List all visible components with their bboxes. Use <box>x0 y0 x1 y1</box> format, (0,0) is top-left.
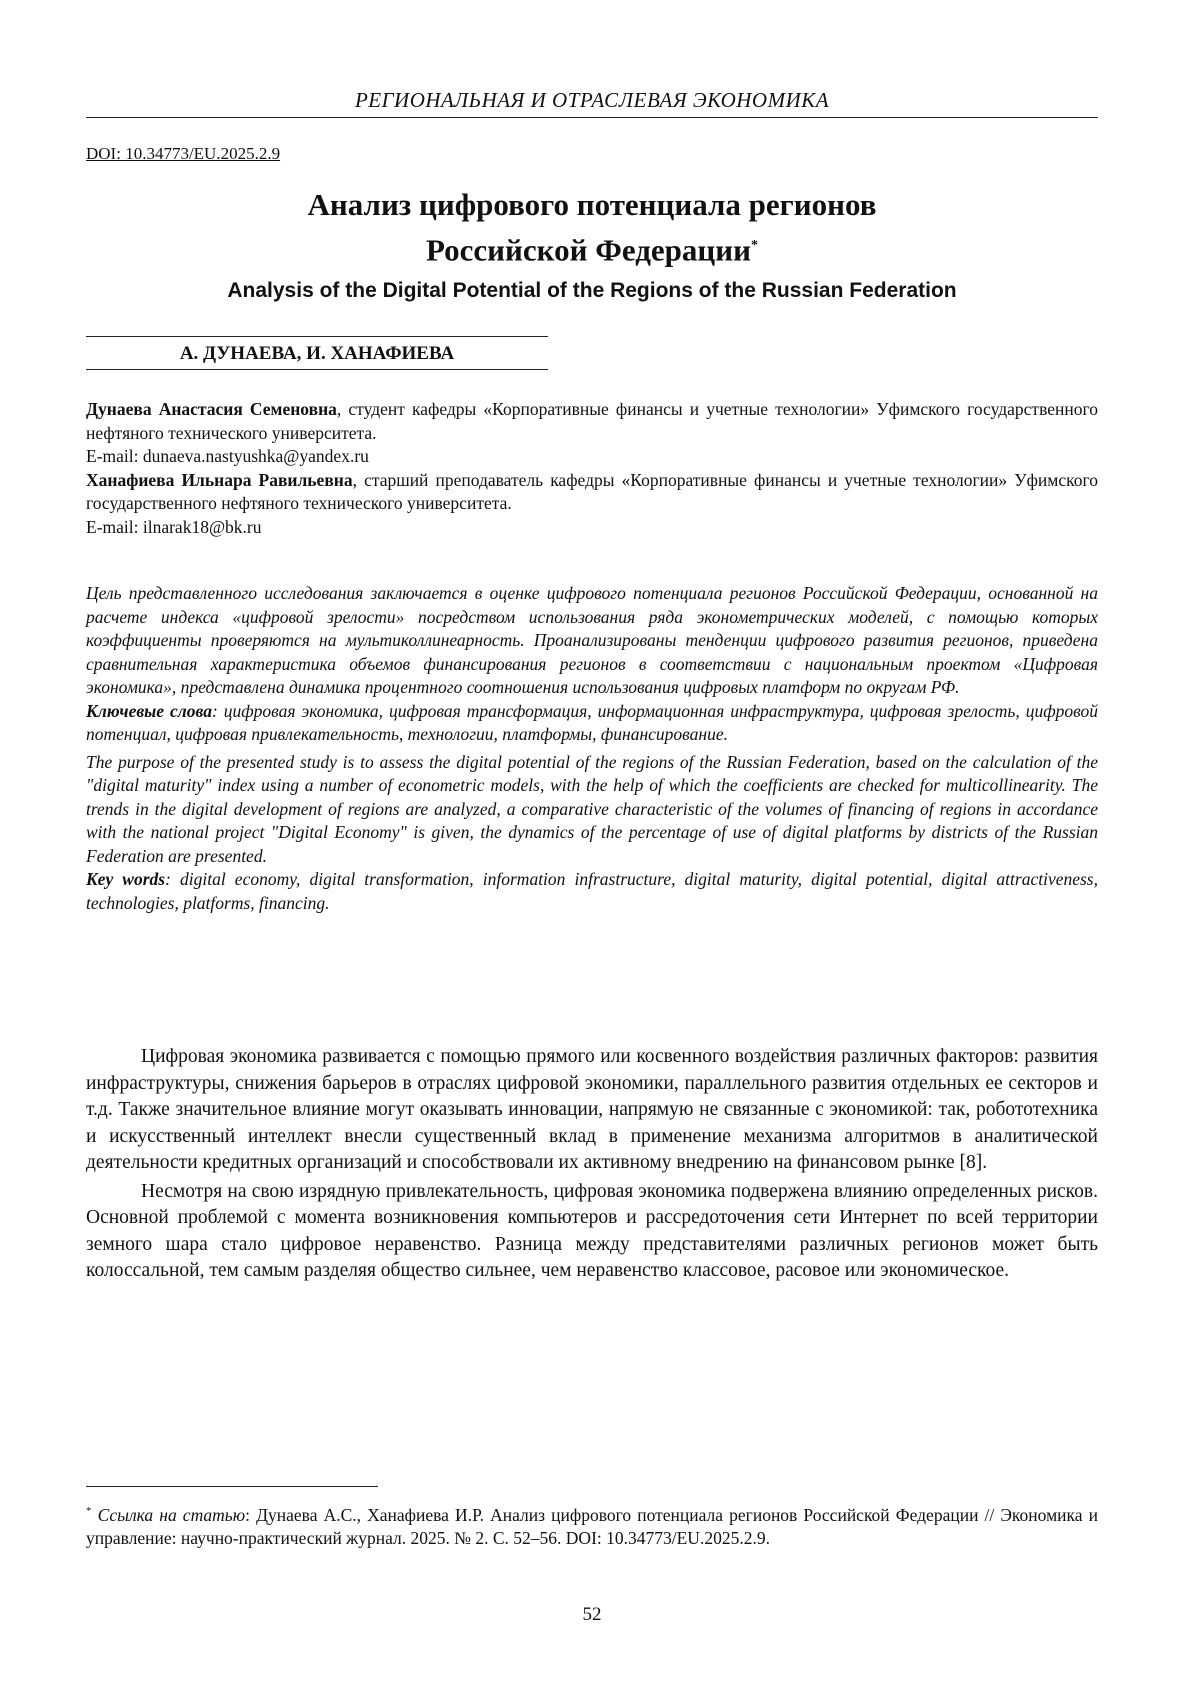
keywords-en-text: : digital economy, digital transformation, information infrastructure, digital maturity, digital potential, digital attractiveness, technologies, platforms, financing. <box>86 869 1098 913</box>
title-ru-line2 <box>86 225 1098 270</box>
author-description: , старший преподаватель кафедры «Корпоративные финансы и учетные технологии» Уфимского государственного нефтяного технического университета. <box>86 470 1098 514</box>
author-email[interactable]: E-mail: dunaeva.nastyushka@yandex.ru <box>86 445 1098 469</box>
footnote-text: : Дунаева А.С., Ханафиева И.Р. Анализ цифрового потенциала регионов Российской Федерации // Экономика и управление: научно-практический журнал. 2025. № 2. С. 52–56. DOI: 10.34773/EU.2025.2.9. <box>86 1505 1098 1549</box>
affiliation-1 <box>86 398 1098 445</box>
abstract-block <box>86 582 1098 915</box>
keywords-ru <box>86 700 1098 747</box>
title-footnote-marker[interactable]: * <box>751 238 758 253</box>
article-title-en: Analysis of the Digital Potential of the Regions of the Russian Federation <box>86 279 1098 303</box>
author-email[interactable]: E-mail: ilnarak18@bk.ru <box>86 516 1098 540</box>
footnote-marker: * <box>86 1505 92 1517</box>
article-title-ru <box>86 184 1098 270</box>
footnote <box>86 1500 1098 1551</box>
abstract-en: The purpose of the presented study is to assess the digital potential of the regions of the Russian Federation, based on the calculation of the "digital maturity" index using a number of econometric models, with the help of which the coefficients are checked for multicollinearity. The trends in the digital development of regions are analyzed, a comparative characteristic of the volumes of financing of regions in accordance with the national project "Digital Economy" is given, the dynamics of the percentage of use of digital platforms by districts of the Russian Federation are presented. <box>86 751 1098 869</box>
author-affiliations <box>86 398 1098 539</box>
page-number: 52 <box>86 1604 1098 1626</box>
title-ru-line1: Анализ цифрового потенциала регионов <box>86 184 1098 225</box>
body-paragraph: Несмотря на свою изрядную привлекательность, цифровая экономика подвержена влиянию определенных рисков. Основной проблемой с момента возникновения компьютеров и рассредоточения сети Интернет по всей территории земного шара стало цифровое неравенство. Разница между представителями различных регионов может быть колоссальной, тем самым разделяя общество сильнее, чем неравенство классовое, расовое или экономическое. <box>86 1179 1098 1285</box>
authors-top-rule <box>86 336 548 337</box>
footnote-rule <box>86 1486 378 1487</box>
keywords-en <box>86 868 1098 915</box>
author-name: Ханафиева Ильнара Равильевна <box>86 470 353 490</box>
running-head: РЕГИОНАЛЬНАЯ И ОТРАСЛЕВАЯ ЭКОНОМИКА <box>86 88 1098 118</box>
keywords-ru-label: Ключевые слова <box>86 701 212 721</box>
authors-line: А. ДУНАЕВА, И. ХАНАФИЕВА <box>86 343 548 370</box>
author-name: Дунаева Анастасия Семеновна <box>86 399 337 419</box>
keywords-ru-text: : цифровая экономика, цифровая трансформация, информационная инфраструктура, цифровая зрелость, цифровой потенциал, цифровая привлекательность, технологии, платформы, финансирование. <box>86 701 1098 745</box>
article-body <box>86 1044 1098 1287</box>
title-ru-line2-text: Российской Федерации <box>426 232 751 267</box>
body-paragraph: Цифровая экономика развивается с помощью прямого или косвенного воздействия различных факторов: развития инфраструктуры, снижения барьеров в отраслях цифровой экономики, параллельного развития отдельных ее секторов и т.д. Также значительное влияние могут оказывать инновации, напрямую не связанные с экономикой: так, робототехника и искусственный интеллект внесли существенный вклад в применение механизма алгоритмов в аналитической деятельности кредитных организаций и способствовали их активному внедрению на финансовом рынке [8]. <box>86 1044 1098 1177</box>
abstract-ru: Цель представленного исследования заключается в оценке цифрового потенциала регионов Российской Федерации, основанной на расчете индекса «цифровой зрелости» посредством использования ряда эконометрических моделей, с помощью которых коэффициенты проверяются на мультиколлинеарность. Проанализированы тенденции цифрового развития регионов, приведена сравнительная характеристика объемов финансирования регионов в соответствии с национальным проектом «Цифровая экономика», представлена динамика процентного соотношения использования цифровых платформ по округам РФ. <box>86 582 1098 700</box>
doi-link[interactable]: DOI: 10.34773/EU.2025.2.9 <box>86 144 280 164</box>
author-description: , студент кафедры «Корпоративные финансы и учетные технологии» Уфимского государственного нефтяного технического университета. <box>86 399 1098 443</box>
affiliation-2 <box>86 469 1098 516</box>
footnote-label: Ссылка на статью <box>98 1505 246 1525</box>
keywords-en-label: Key words <box>86 869 165 889</box>
